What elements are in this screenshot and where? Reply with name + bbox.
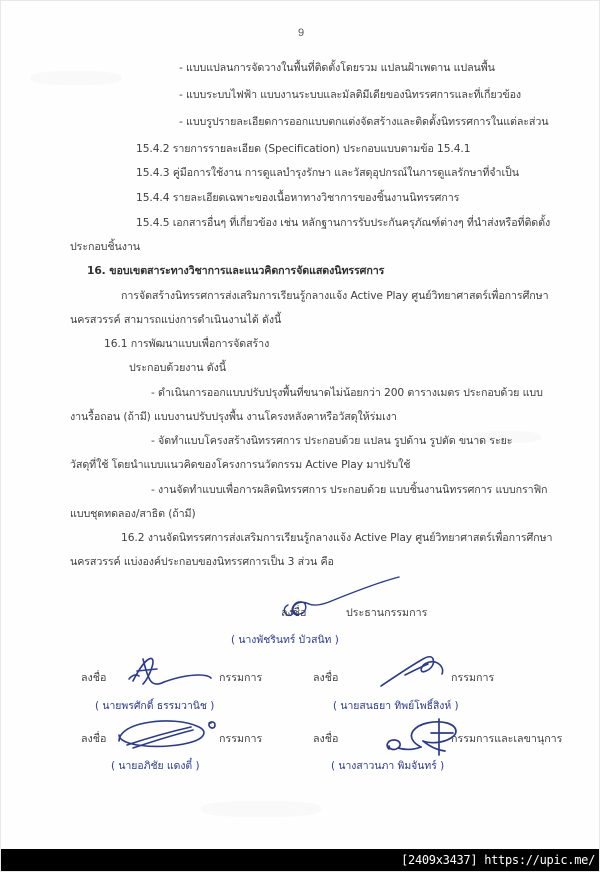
scan-artifact xyxy=(31,71,121,85)
page-number: 9 xyxy=(297,27,305,39)
signature-ink-member-4 xyxy=(379,717,471,759)
section-heading: 16. ขอบเขตสาระทางวิชาการและแนวคิดการจัดแสดงนิทรรศการ xyxy=(87,264,385,277)
signature-name-member-2: ( นายสนธยา ทิพย์โพธิ์สิงห์ ) xyxy=(333,700,459,712)
signature-name-member-3: ( นายอภิชัย แดงตี๋ ) xyxy=(111,760,200,772)
signature-name-member-1: ( นายพรศักดิ์ ธรรมวานิช ) xyxy=(95,700,215,712)
document-scan-area xyxy=(1,1,600,849)
signature-ink-chairman xyxy=(281,575,401,623)
bullet-line: - ดำเนินการออกแบบปรับปรุงพื้นที่ขนาดไม่น้อยกว่า 200 ตารางเมตร ประกอบด้วย แบบ xyxy=(151,386,543,399)
body-line: งานรื้อถอน (ถ้ามี) แบบงานปรับปรุงพื้น งานโครงหลังคาหรือวัสดุให้ร่มเงา xyxy=(70,410,397,423)
body-line: ประกอบชิ้นงาน xyxy=(70,240,140,253)
signature-role-member-4: กรรมการและเลขานุการ xyxy=(451,732,563,745)
body-line: 15.4.2 รายการรายละเอียด (Specification) ประกอบแบบตามข้อ 15.4.1 xyxy=(136,142,471,155)
body-line: 15.4.4 รายละเอียดเฉพาะของเนื้อหาทางวิชาการของชิ้นงานนิทรรศการ xyxy=(136,191,460,204)
watermark-footer-text: [2409x3437] https://upic.me/ xyxy=(401,853,595,867)
bullet-line: - แบบระบบไฟฟ้า แบบงานระบบและมัลติมีเดียของนิทรรศการและที่เกี่ยวข้อง xyxy=(179,88,522,101)
body-line: การจัดสร้างนิทรรศการส่งเสริมการเรียนรู้กลางแจ้ง Active Play ศูนย์วิทยาศาสตร์เพื่อการศึกษา xyxy=(121,289,549,302)
signature-role-member-1: กรรมการ xyxy=(219,671,263,684)
body-line: แบบชุดทดลอง/สาธิต (ถ้ามี) xyxy=(70,507,196,520)
signature-name-member-4: ( นางสาวนภา พิมจันทร์ ) xyxy=(331,760,445,772)
body-line: 15.4.5 เอกสารอื่นๆ ที่เกี่ยวข้อง เช่น หลักฐานการรับประกันครุภัณฑ์ต่างๆ ที่นำส่งหรือที่ติดตั้ง xyxy=(136,216,551,229)
body-line: นครสวรรค์ สามารถแบ่งการดำเนินงานได้ ดังนี้ xyxy=(70,313,282,326)
body-line: ประกอบด้วยงาน ดังนี้ xyxy=(129,361,226,374)
bullet-line: - แบบรูปรายละเอียดการออกแบบตกแต่งจัดสร้างและติดตั้งนิทรรศการในแต่ละส่วน xyxy=(179,115,549,128)
signature-name-chairman: ( นางพัชรินทร์ บัวสนิท ) xyxy=(231,634,339,646)
signature-role-member-3: กรรมการ xyxy=(219,732,263,745)
body-line: 16.1 การพัฒนาแบบเพื่อการจัดสร้าง xyxy=(104,337,270,350)
signature-label-member-1: ลงชื่อ xyxy=(81,671,107,684)
bullet-line: - แบบแปลนการจัดวางในพื้นที่ติดตั้งโดยรวม แปลนฝ้าเพดาน แปลนพื้น xyxy=(179,61,495,74)
body-line: วัสดุที่ใช้ โดยนำแบบแนวคิดของโครงการนวัตกรรม Active Play มาปรับใช้ xyxy=(70,458,411,471)
signature-ink-member-1 xyxy=(123,655,218,689)
signature-ink-member-3 xyxy=(113,715,223,755)
body-line: 16.2 งานจัดนิทรรศการส่งเสริมการเรียนรู้กลางแจ้ง Active Play ศูนย์วิทยาศาสตร์เพื่อการศึกษา xyxy=(121,531,553,544)
signature-label-member-4: ลงชื่อ xyxy=(313,732,339,745)
signature-label-member-2: ลงชื่อ xyxy=(313,671,339,684)
bullet-line: - จัดทำแบบโครงสร้างนิทรรศการ ประกอบด้วย แปลน รูปด้าน รูปตัด ขนาด ระยะ xyxy=(151,434,513,447)
body-line: นครสวรรค์ แบ่งองค์ประกอบของนิทรรศการเป็น 3 ส่วน คือ xyxy=(70,555,334,568)
signature-ink-member-2 xyxy=(375,653,457,689)
watermark-footer-bar xyxy=(1,849,600,872)
bullet-line: - งานจัดทำแบบเพื่อการผลิตนิทรรศการ ประกอบด้วย แบบชิ้นงานนิทรรศการ แบบกราฟิก xyxy=(151,483,548,496)
scan-artifact xyxy=(201,801,321,817)
body-line: 15.4.3 คู่มือการใช้งาน การดูแลบำรุงรักษา และวัสดุอุปกรณ์ในการดูแลรักษาที่จำเป็น xyxy=(136,166,519,179)
signature-role-chairman: ประธานกรรมการ xyxy=(346,606,428,619)
signature-label-member-3: ลงชื่อ xyxy=(81,732,107,745)
signature-role-member-2: กรรมการ xyxy=(451,671,495,684)
signature-label-chairman: ลงชื่อ xyxy=(281,606,307,619)
